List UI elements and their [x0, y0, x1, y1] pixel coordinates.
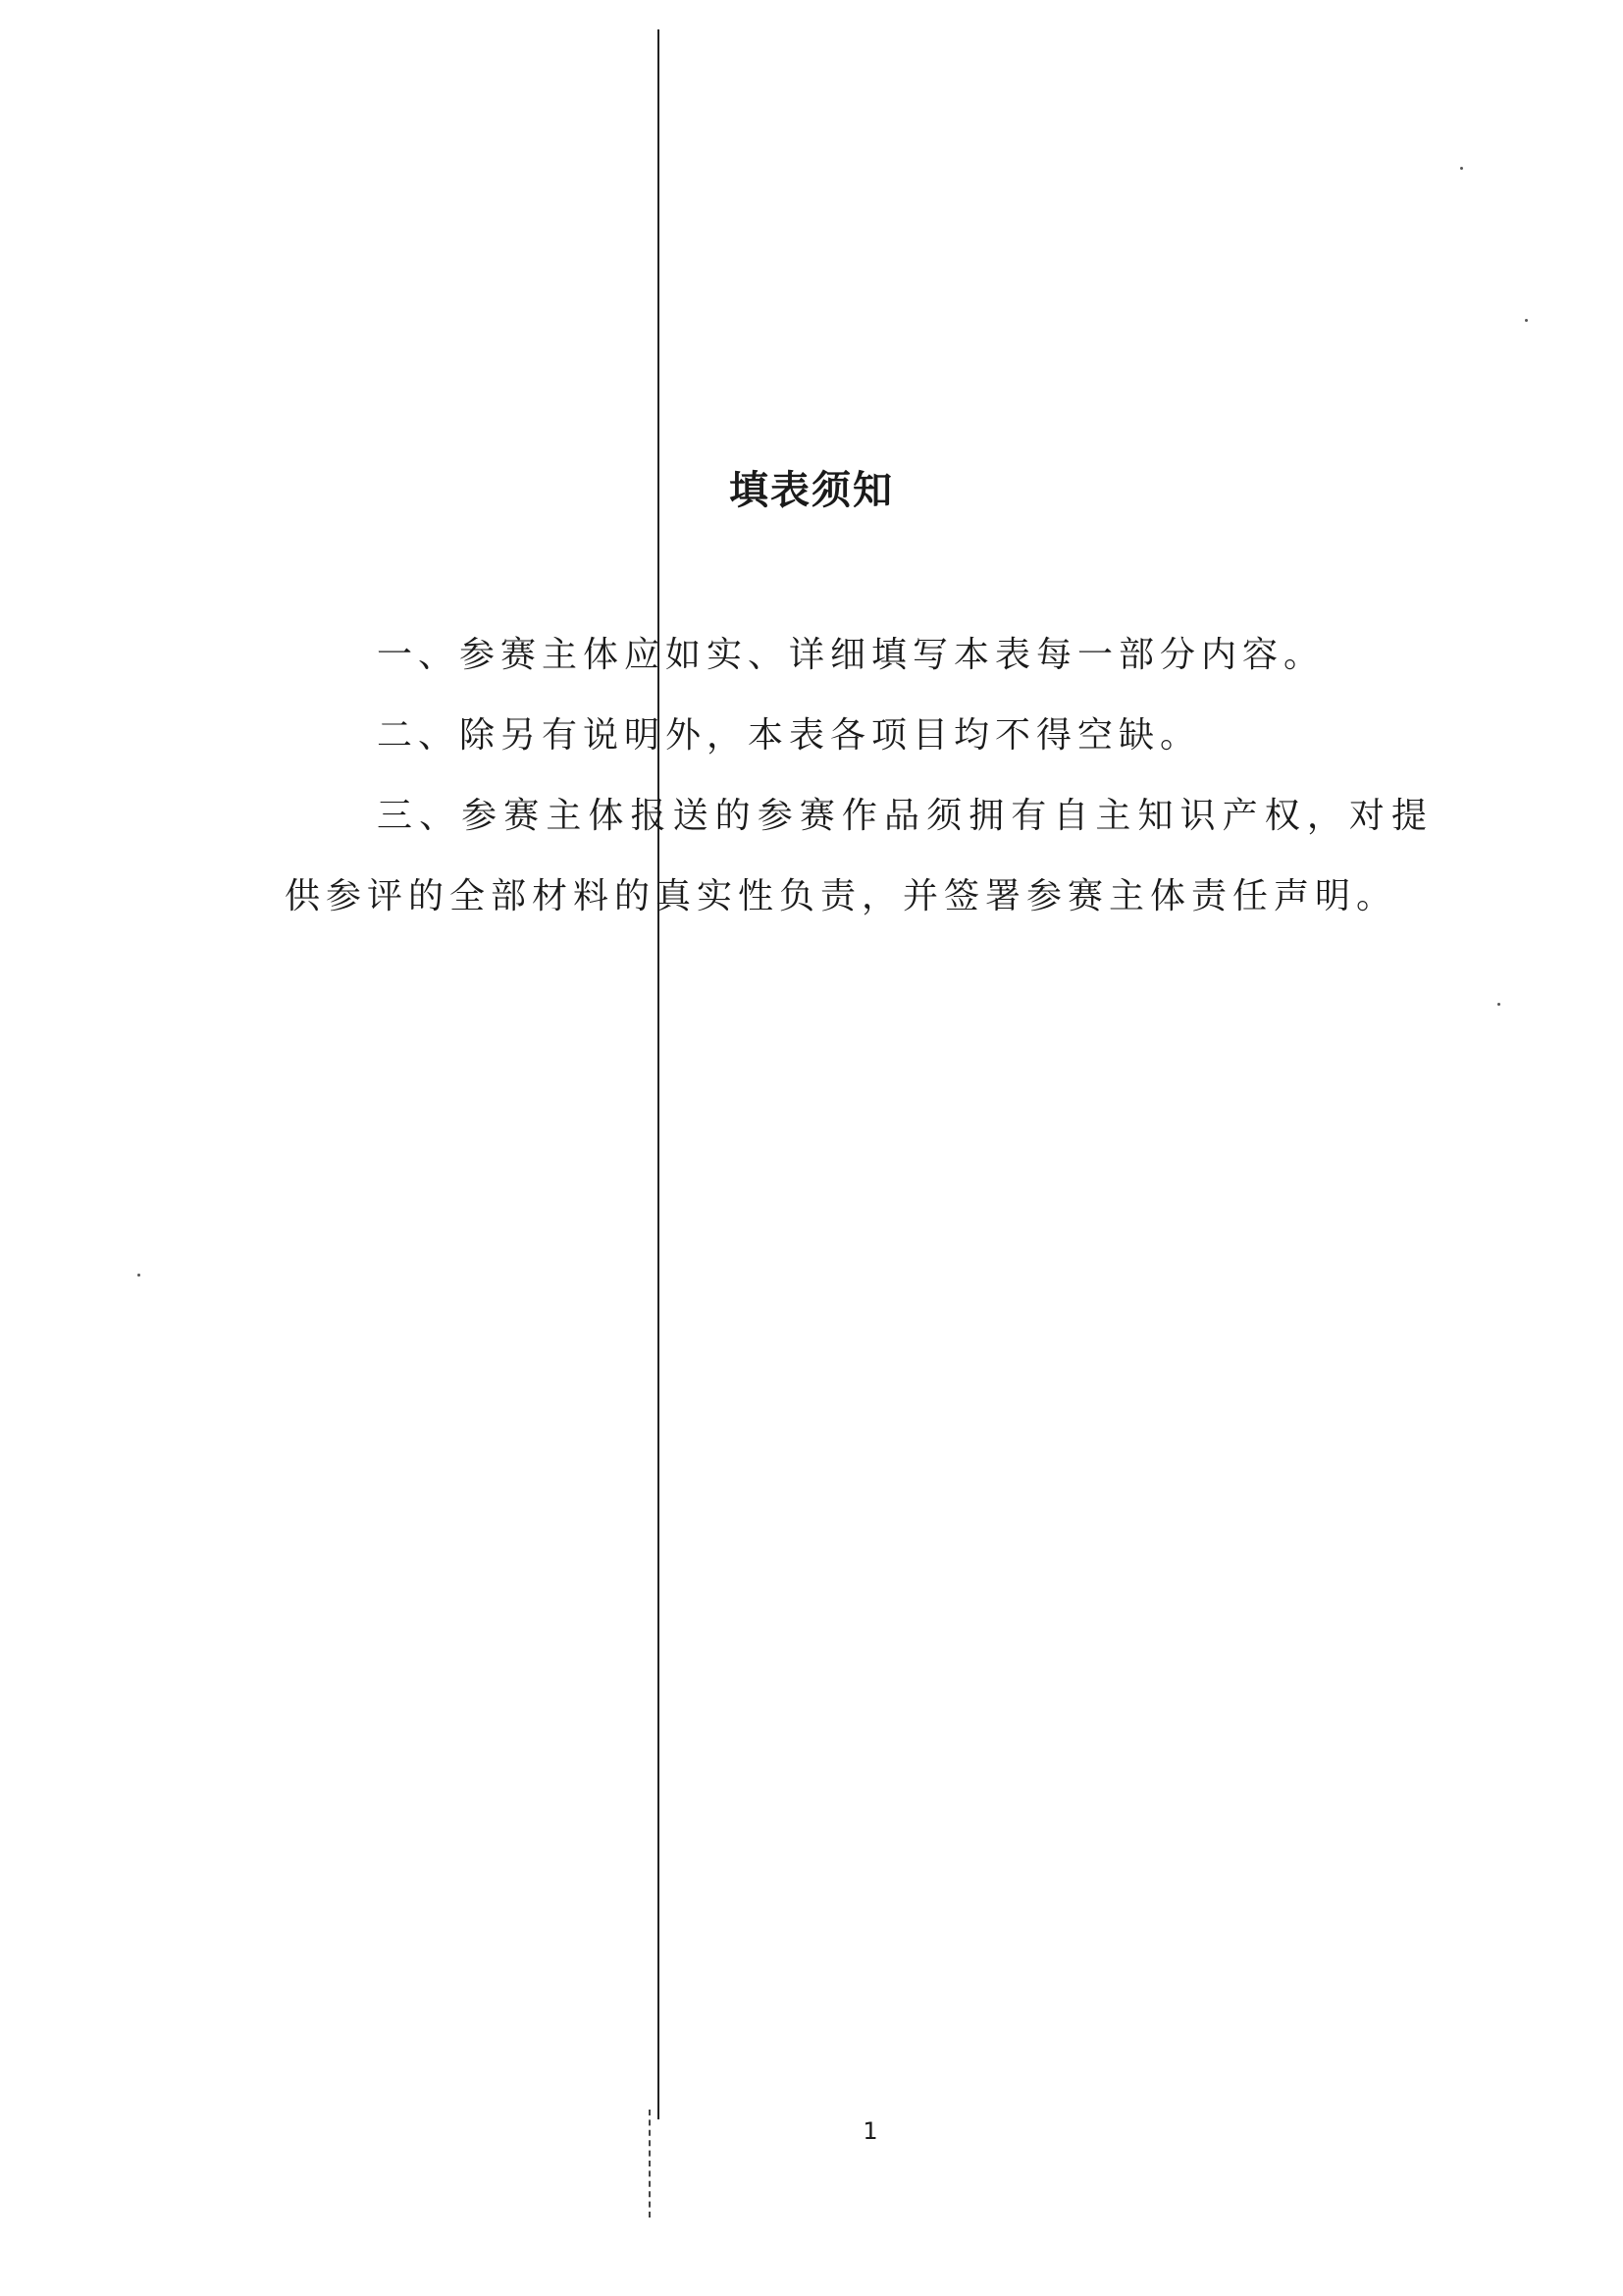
- page-title: 填表须知: [729, 468, 894, 513]
- scan-speck: [137, 1274, 140, 1277]
- instruction-item-2: 二、除另有说明外，本表各项目均不得空缺。: [377, 715, 1202, 756]
- scan-speck: [1497, 1003, 1500, 1006]
- scan-fold-line: [657, 29, 659, 2119]
- scan-speck: [1460, 167, 1463, 170]
- instruction-item-1: 一、参赛主体应如实、详细填写本表每一部分内容。: [377, 635, 1326, 675]
- scan-speck: [1525, 319, 1528, 322]
- page-number: 1: [863, 2117, 878, 2145]
- instruction-item-3: 三、参赛主体报送的参赛作品须拥有自主知识产权，对提供参评的全部材料的真实性负责，并签署参赛主体责任声明。: [285, 796, 1433, 916]
